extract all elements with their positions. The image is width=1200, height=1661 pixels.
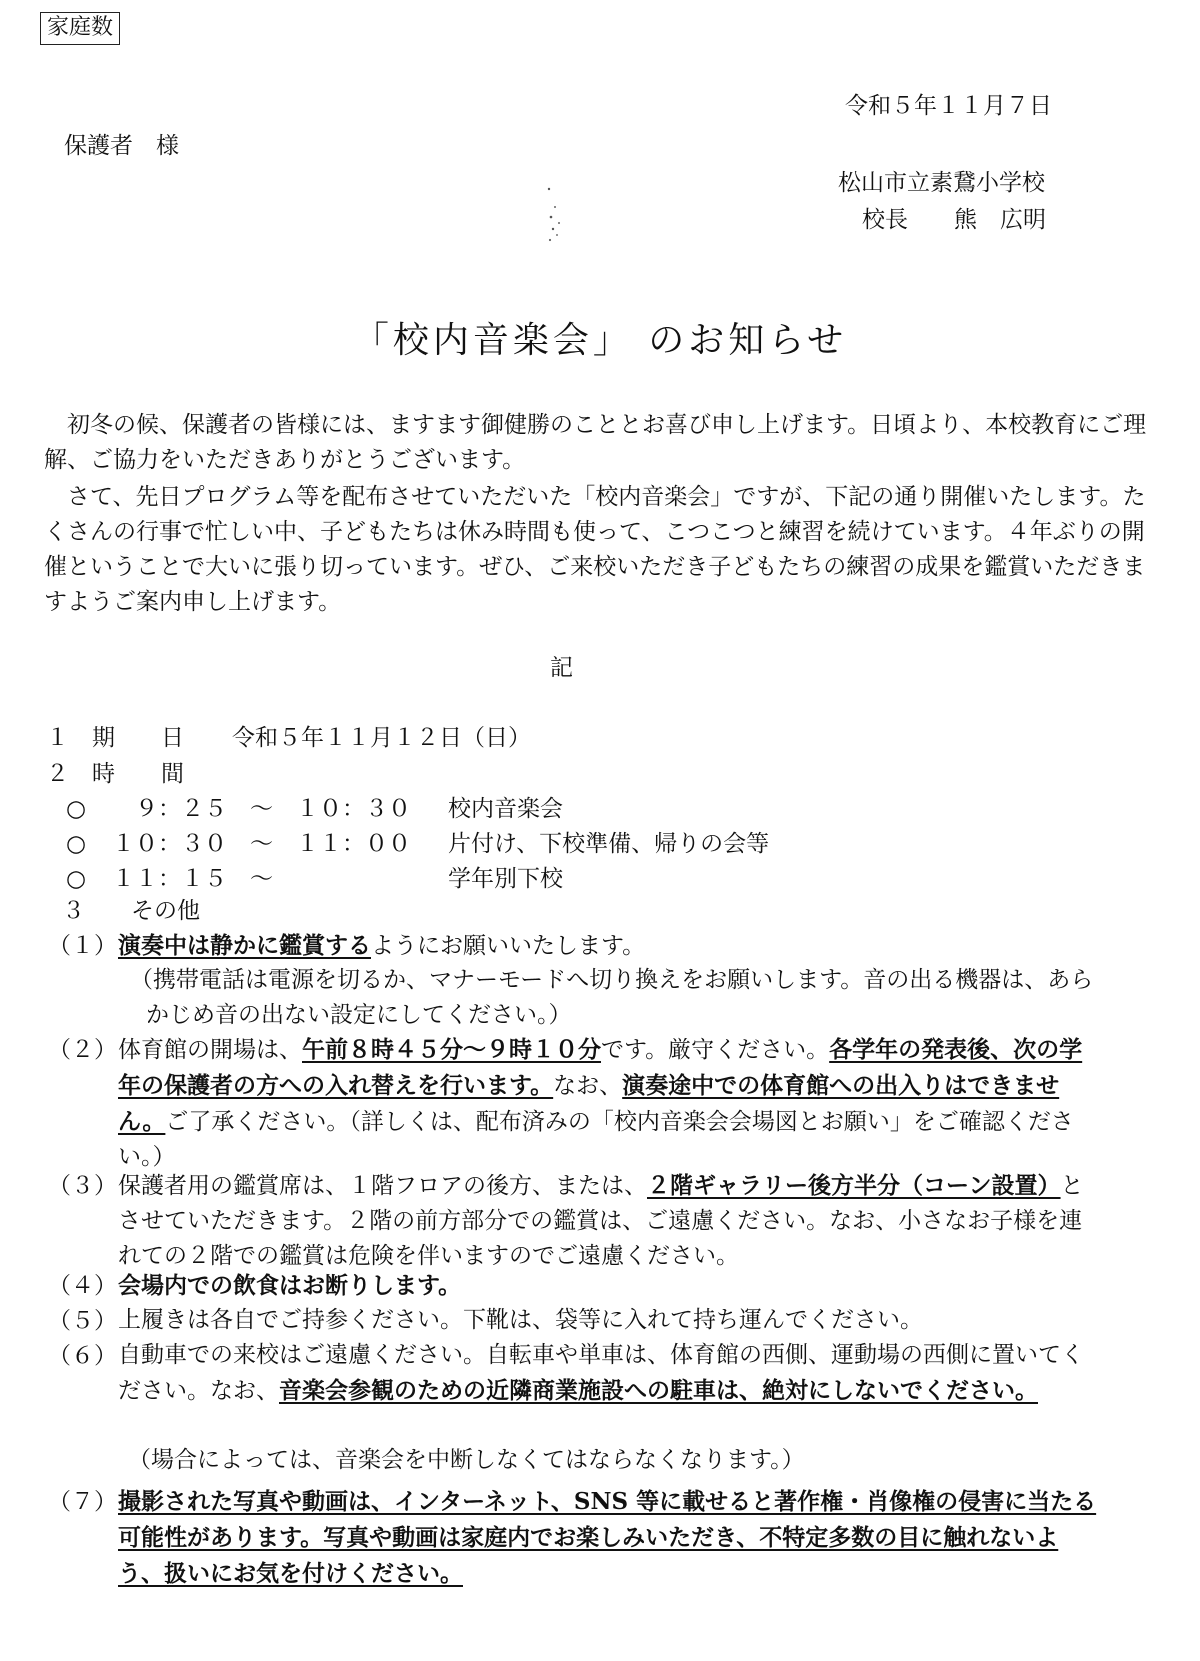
item-2-text-1: 体育館の開場は、 [118,1037,302,1063]
household-count-tag: 家庭数 [40,12,120,45]
section-date-label: １ 期 日 [46,725,184,751]
item-number: （６） [48,1343,117,1369]
section-other-label: ３ その他 [62,898,200,924]
item-2 [118,1032,1098,1175]
item-2-text-2: です。厳守ください。 [601,1037,830,1063]
item-1 [118,928,1118,964]
item-number: （５） [48,1308,117,1334]
item-3 [118,1168,1098,1274]
item-1-note: （携帯電話は電源を切るか、マナーモードへ切り換えをお願いします。音の出る機器は、あらかじめ音の出ない設定にしてください。） [130,967,1094,1028]
item-2-emphasis-1: 午前８時４５分～９時１０分 [302,1036,601,1063]
page-title: 「校内音楽会」 のお知らせ [352,320,848,361]
schedule-event: 片付け、下校準備、帰りの会等 [448,831,770,857]
intro-paragraph-2: さて、先日プログラム等を配布させていただいた「校内音楽会」ですが、下記の通り開催いたします。たくさんの行事で忙しい中、子どもたちは休み時間も使って、こつこつと練習を続けています。４年ぶりの開催ということで大いに張り切っています。ぜひ、ご来校いただき子どもたちの練習の成果を鑑賞いただきますようご案内申し上げます。 [44,484,1146,615]
item-6-emphasis: 音楽会参観のための近隣商業施設への駐車は、絶対にしないでください。 [279,1377,1038,1404]
addressee: 保護者 様 [64,133,179,159]
item-6-note: （場合によっては、音楽会を中断しなくてはならなくなります。） [128,1447,805,1473]
item-number: （７） [48,1489,117,1515]
schedule-bullet: ○ [66,831,87,857]
item-4: 会場内での飲食はお断りします。 [118,1272,462,1299]
schedule-time: １１：１５ ～ [112,866,273,892]
issue-date: 令和５年１１月７日 [845,93,1052,119]
schedule-event: 学年別下校 [448,866,563,892]
item-5: 上履きは各自でご持参ください。下靴は、袋等に入れて持ち運んでください。 [118,1307,923,1333]
section-time-label: ２ 時 間 [46,761,184,787]
schedule-bullet: ○ [66,866,87,892]
item-7 [118,1484,1098,1592]
stamp-mark [545,185,575,255]
event-date: 令和５年１１月１２日（日） [232,725,531,751]
item-3-text-2: とさせていただきます。２階の前方部分での鑑賞は、ご遠慮ください。なお、小さなお子様を連れての２階での鑑賞は危険を伴いますのでご遠慮ください。 [118,1173,1084,1269]
item-2-emphasis-2: 各学年の発表後、次の学年の保護者の方への入れ替えを行います。 [118,1036,1083,1099]
principal-name: 校長 熊 広明 [862,207,1046,233]
school-name: 松山市立素鵞小学校 [838,170,1045,196]
ki-heading: 記 [550,655,573,681]
item-number: （４） [48,1273,117,1299]
intro-paragraph-1: 初冬の候、保護者の皆様には、ますます御健勝のこととお喜び申し上げます。日頃より、本校教育にご理解、ご協力をいただきありがとうございます。 [44,412,1147,473]
schedule-event: 校内音楽会 [448,796,563,822]
item-7-emphasis: 撮影された写真や動画は、インターネット、SNS 等に載せると著作権・肖像権の侵害に当たる可能性があります。写真や動画は家庭内でお楽しみいただき、不特定多数の目に触れないよう、扱いにお気を付けください。 [118,1488,1097,1587]
item-2-text-3: なお、 [553,1073,623,1099]
item-6 [118,1338,1098,1409]
item-number: （３） [48,1173,117,1199]
item-3-emphasis: ２階ギャラリー後方半分（コーン設置） [647,1172,1061,1199]
item-3-text-1: 保護者用の鑑賞席は、１階フロアの後方、または、 [118,1173,647,1199]
item-2-text-4: ご了承ください。（詳しくは、配布済みの「校内音楽会会場図とお願い」をご確認ください。） [118,1109,1074,1170]
item-1-emphasis: 演奏中は静かに鑑賞する [118,932,371,959]
item-1-text: ようにお願いいたします。 [371,933,646,959]
item-number: （１） [48,933,117,959]
item-2-emphasis-3: 演奏途中での体育館への出入りはできません。 [118,1072,1060,1135]
schedule-bullet: ○ [66,796,87,822]
schedule-time: １０：３０ ～ １１：００ [112,831,411,857]
item-6-text: 自動車での来校はご遠慮ください。自転車や単車は、体育館の西側、運動場の西側に置いてください。なお、 [118,1342,1084,1404]
schedule-time: ９：２５ ～ １０：３０ [112,796,411,822]
item-number: （２） [48,1037,117,1063]
